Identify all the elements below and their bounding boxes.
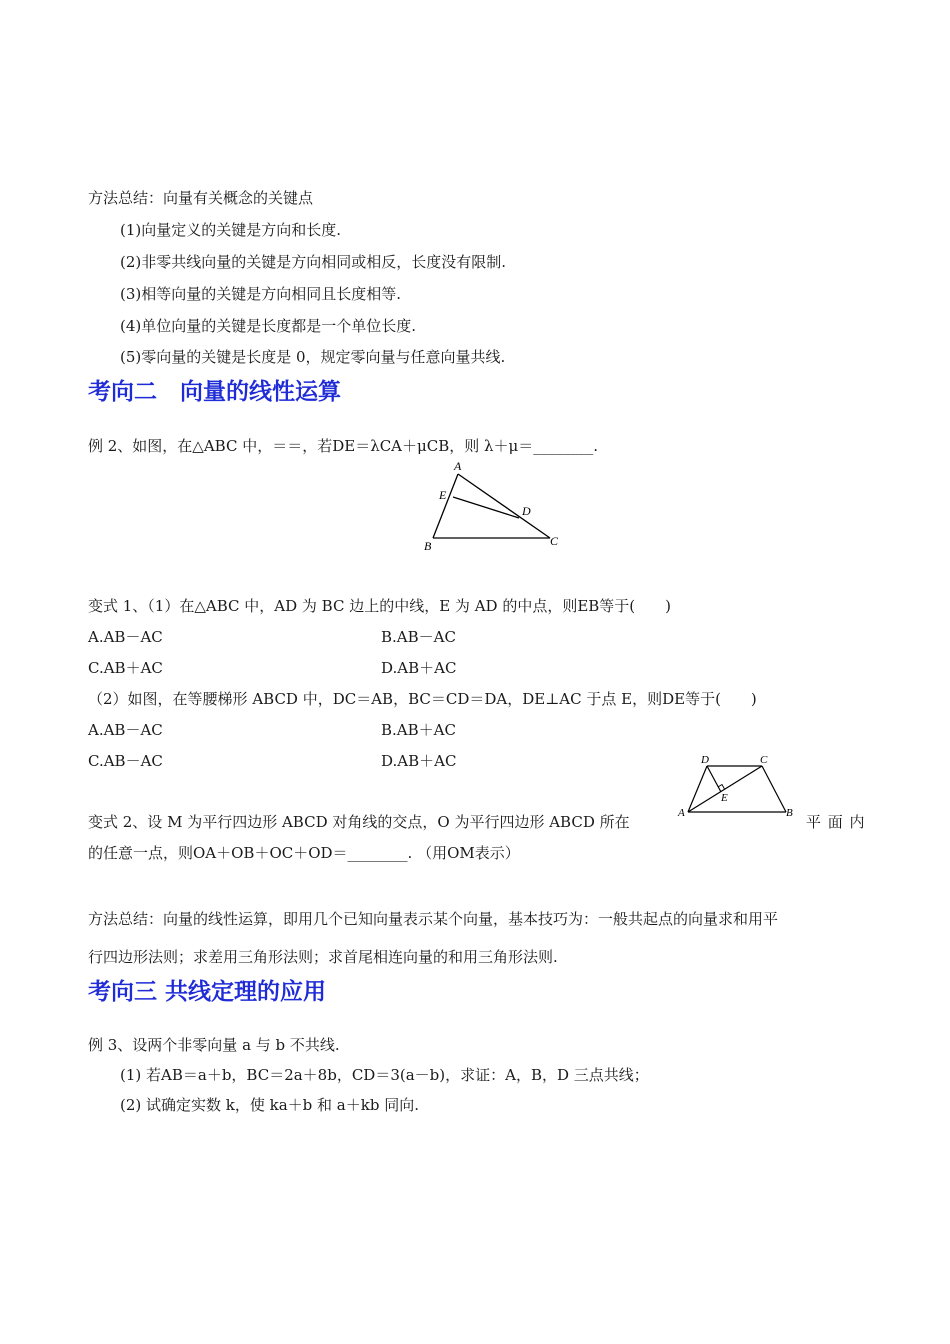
summary-item: (3)相等向量的关键是方向相同且长度相等. <box>120 285 402 303</box>
variant-2-line1: 变式 2、设 M 为平行四边形 ABCD 对角线的交点，O 为平行四边形 ABCD 所在 <box>88 813 630 831</box>
section-heading: 考向三 共线定理的应用 <box>88 979 327 1005</box>
option-c: C.AB＋AC <box>88 659 163 677</box>
option-b: B.AB＋AC <box>381 721 456 739</box>
summary-item: (2)非零共线向量的关键是方向相同或相反，长度没有限制. <box>120 253 507 271</box>
label-a: A <box>678 807 685 819</box>
label-d: D <box>522 504 531 518</box>
option-d: D.AB＋AC <box>381 752 457 770</box>
example-2-text: 例 2、如图，在△ABC 中，＝＝，若DE＝λCA＋μCB，则 λ＋μ＝________. <box>88 437 599 455</box>
label-e: E <box>721 792 728 804</box>
summary-item: (5)零向量的关键是长度是 0，规定零向量与任意向量共线. <box>120 348 506 366</box>
label-c: C <box>550 534 559 548</box>
trapezoid-figure <box>676 752 796 824</box>
variant-2-line2: 的任意一点，则OA＋OB＋OC＋OD＝________. （用OM表示） <box>88 844 520 862</box>
section-heading: 考向二 向量的线性运算 <box>88 379 341 405</box>
option-d: D.AB＋AC <box>381 659 457 677</box>
variant-1-q1: 变式 1、（1）在△ABC 中，AD 为 BC 边上的中线，E 为 AD 的中点，则EB等于( ) <box>88 597 672 615</box>
label-b: B <box>424 539 432 553</box>
example-3-intro: 例 3、设两个非零向量 a 与 b 不共线. <box>88 1036 340 1054</box>
summary-title: 方法总结：向量有关概念的关键点 <box>88 189 314 207</box>
variant-1-q2: （2）如图，在等腰梯形 ABCD 中，DC＝AB，BC＝CD＝DA，DE⊥AC 于点 E，则DE等于( ) <box>88 690 757 708</box>
summary-item: (4)单位向量的关键是长度都是一个单位长度. <box>120 317 417 335</box>
label-d: D <box>701 754 709 766</box>
option-a: A.AB－AC <box>88 721 163 739</box>
option-b: B.AB－AC <box>381 628 456 646</box>
option-a: A.AB－AC <box>88 628 163 646</box>
label-b: B <box>786 807 793 819</box>
triangle-figure <box>418 456 568 556</box>
label-a: A <box>454 459 462 473</box>
variant-2-line1-tail: 平 面 内 <box>806 813 865 831</box>
label-e: E <box>439 488 447 502</box>
summary-item: (1)向量定义的关键是方向和长度. <box>120 221 342 239</box>
summary-2-line1: 方法总结：向量的线性运算，即用几个已知向量表示某个向量，基本技巧为：一般共起点的向量求和用平 <box>88 910 779 928</box>
example-3-part2: (2) 试确定实数 k，使 ka＋b 和 a＋kb 同向. <box>120 1096 419 1114</box>
option-c: C.AB－AC <box>88 752 163 770</box>
label-c: C <box>760 754 768 766</box>
example-3-part1: (1) 若AB＝a＋b，BC＝2a＋8b，CD＝3(a－b)，求证：A，B，D 三点共线； <box>120 1066 649 1084</box>
summary-2-line2: 行四边形法则；求差用三角形法则；求首尾相连向量的和用三角形法则. <box>88 948 558 966</box>
